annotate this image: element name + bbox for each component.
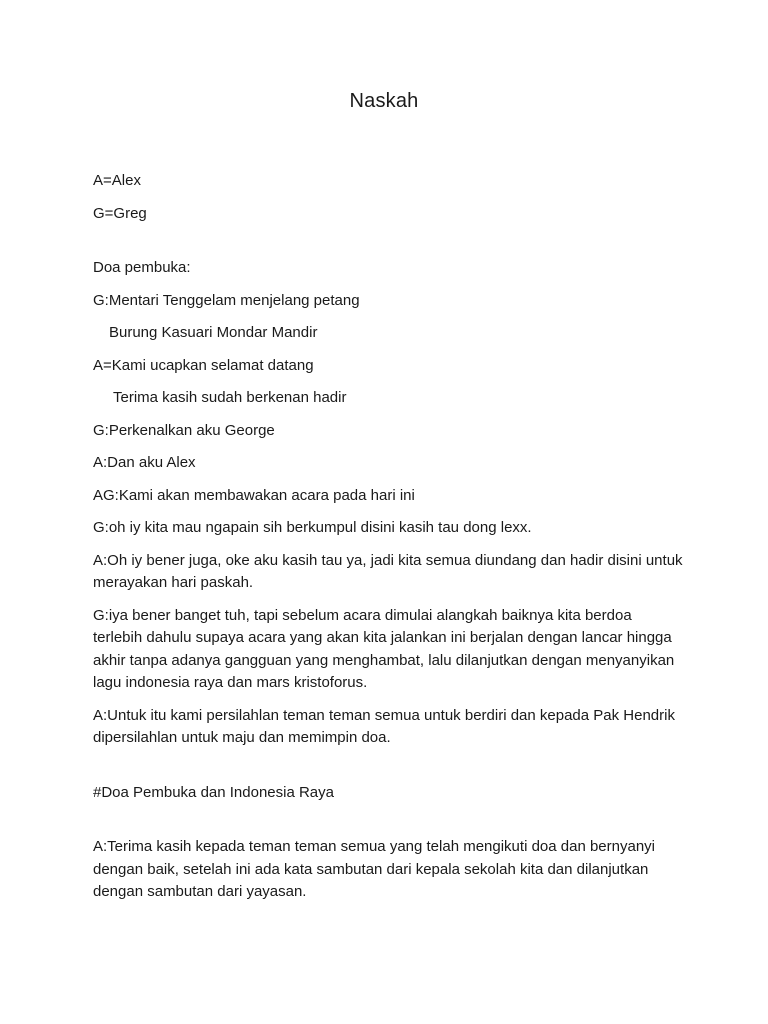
script-line: G:Mentari Tenggelam menjelang petang [93, 291, 360, 309]
script-paragraph: A:Oh iy bener juga, oke aku kasih tau ya, jadi kita semua diundang dan hadir disini untuk merayakan hari paskah. [93, 551, 687, 591]
document-body [93, 170, 687, 914]
script-line: G:oh iy kita mau ngapain sih berkumpul disini kasih tau dong lexx. [93, 519, 532, 536]
section-heading-doa-pembuka: Doa pembuka: [93, 259, 191, 276]
script-line: Burung Kasuari Mondar Mandir [109, 324, 318, 341]
script-line: A:Dan aku Alex [93, 454, 196, 471]
script-line: G:Perkenalkan aku George [93, 421, 275, 439]
script-line: A=Kami ucapkan selamat datang [93, 356, 314, 374]
document-title: Naskah [349, 90, 419, 112]
character-legend-alex: A=Alex [93, 172, 141, 189]
script-line: Terima kasih sudah berkenan hadir [113, 389, 347, 406]
script-paragraph: G:iya bener banget tuh, tapi sebelum acara dimulai alangkah baiknya kita berdoa terlebih dahulu supaya acara yang akan kita jalankan ini berjalan dengan lancar hingga akhir tanpa adanya gangguan yang menghambat, lalu dilanjutkan dengan menyanyikan lagu indonesia raya dan mars kristoforus. [93, 606, 679, 691]
stage-direction: #Doa Pembuka dan Indonesia Raya [93, 783, 334, 801]
script-paragraph: A:Terima kasih kepada teman teman semua yang telah mengikuti doa dan bernyanyi dengan baik, setelah ini ada kata sambutan dari kepala sekolah kita dan dilanjutkan dengan sambutan dari yayasan. [93, 838, 660, 900]
script-paragraph: A:Untuk itu kami persilahlan teman teman semua untuk berdiri dan kepada Pak Hendrik dipersilahlan untuk maju dan memimpin doa. [93, 706, 680, 746]
script-line: AG:Kami akan membawakan acara pada hari ini [93, 486, 415, 504]
character-legend-greg: G=Greg [93, 204, 147, 222]
